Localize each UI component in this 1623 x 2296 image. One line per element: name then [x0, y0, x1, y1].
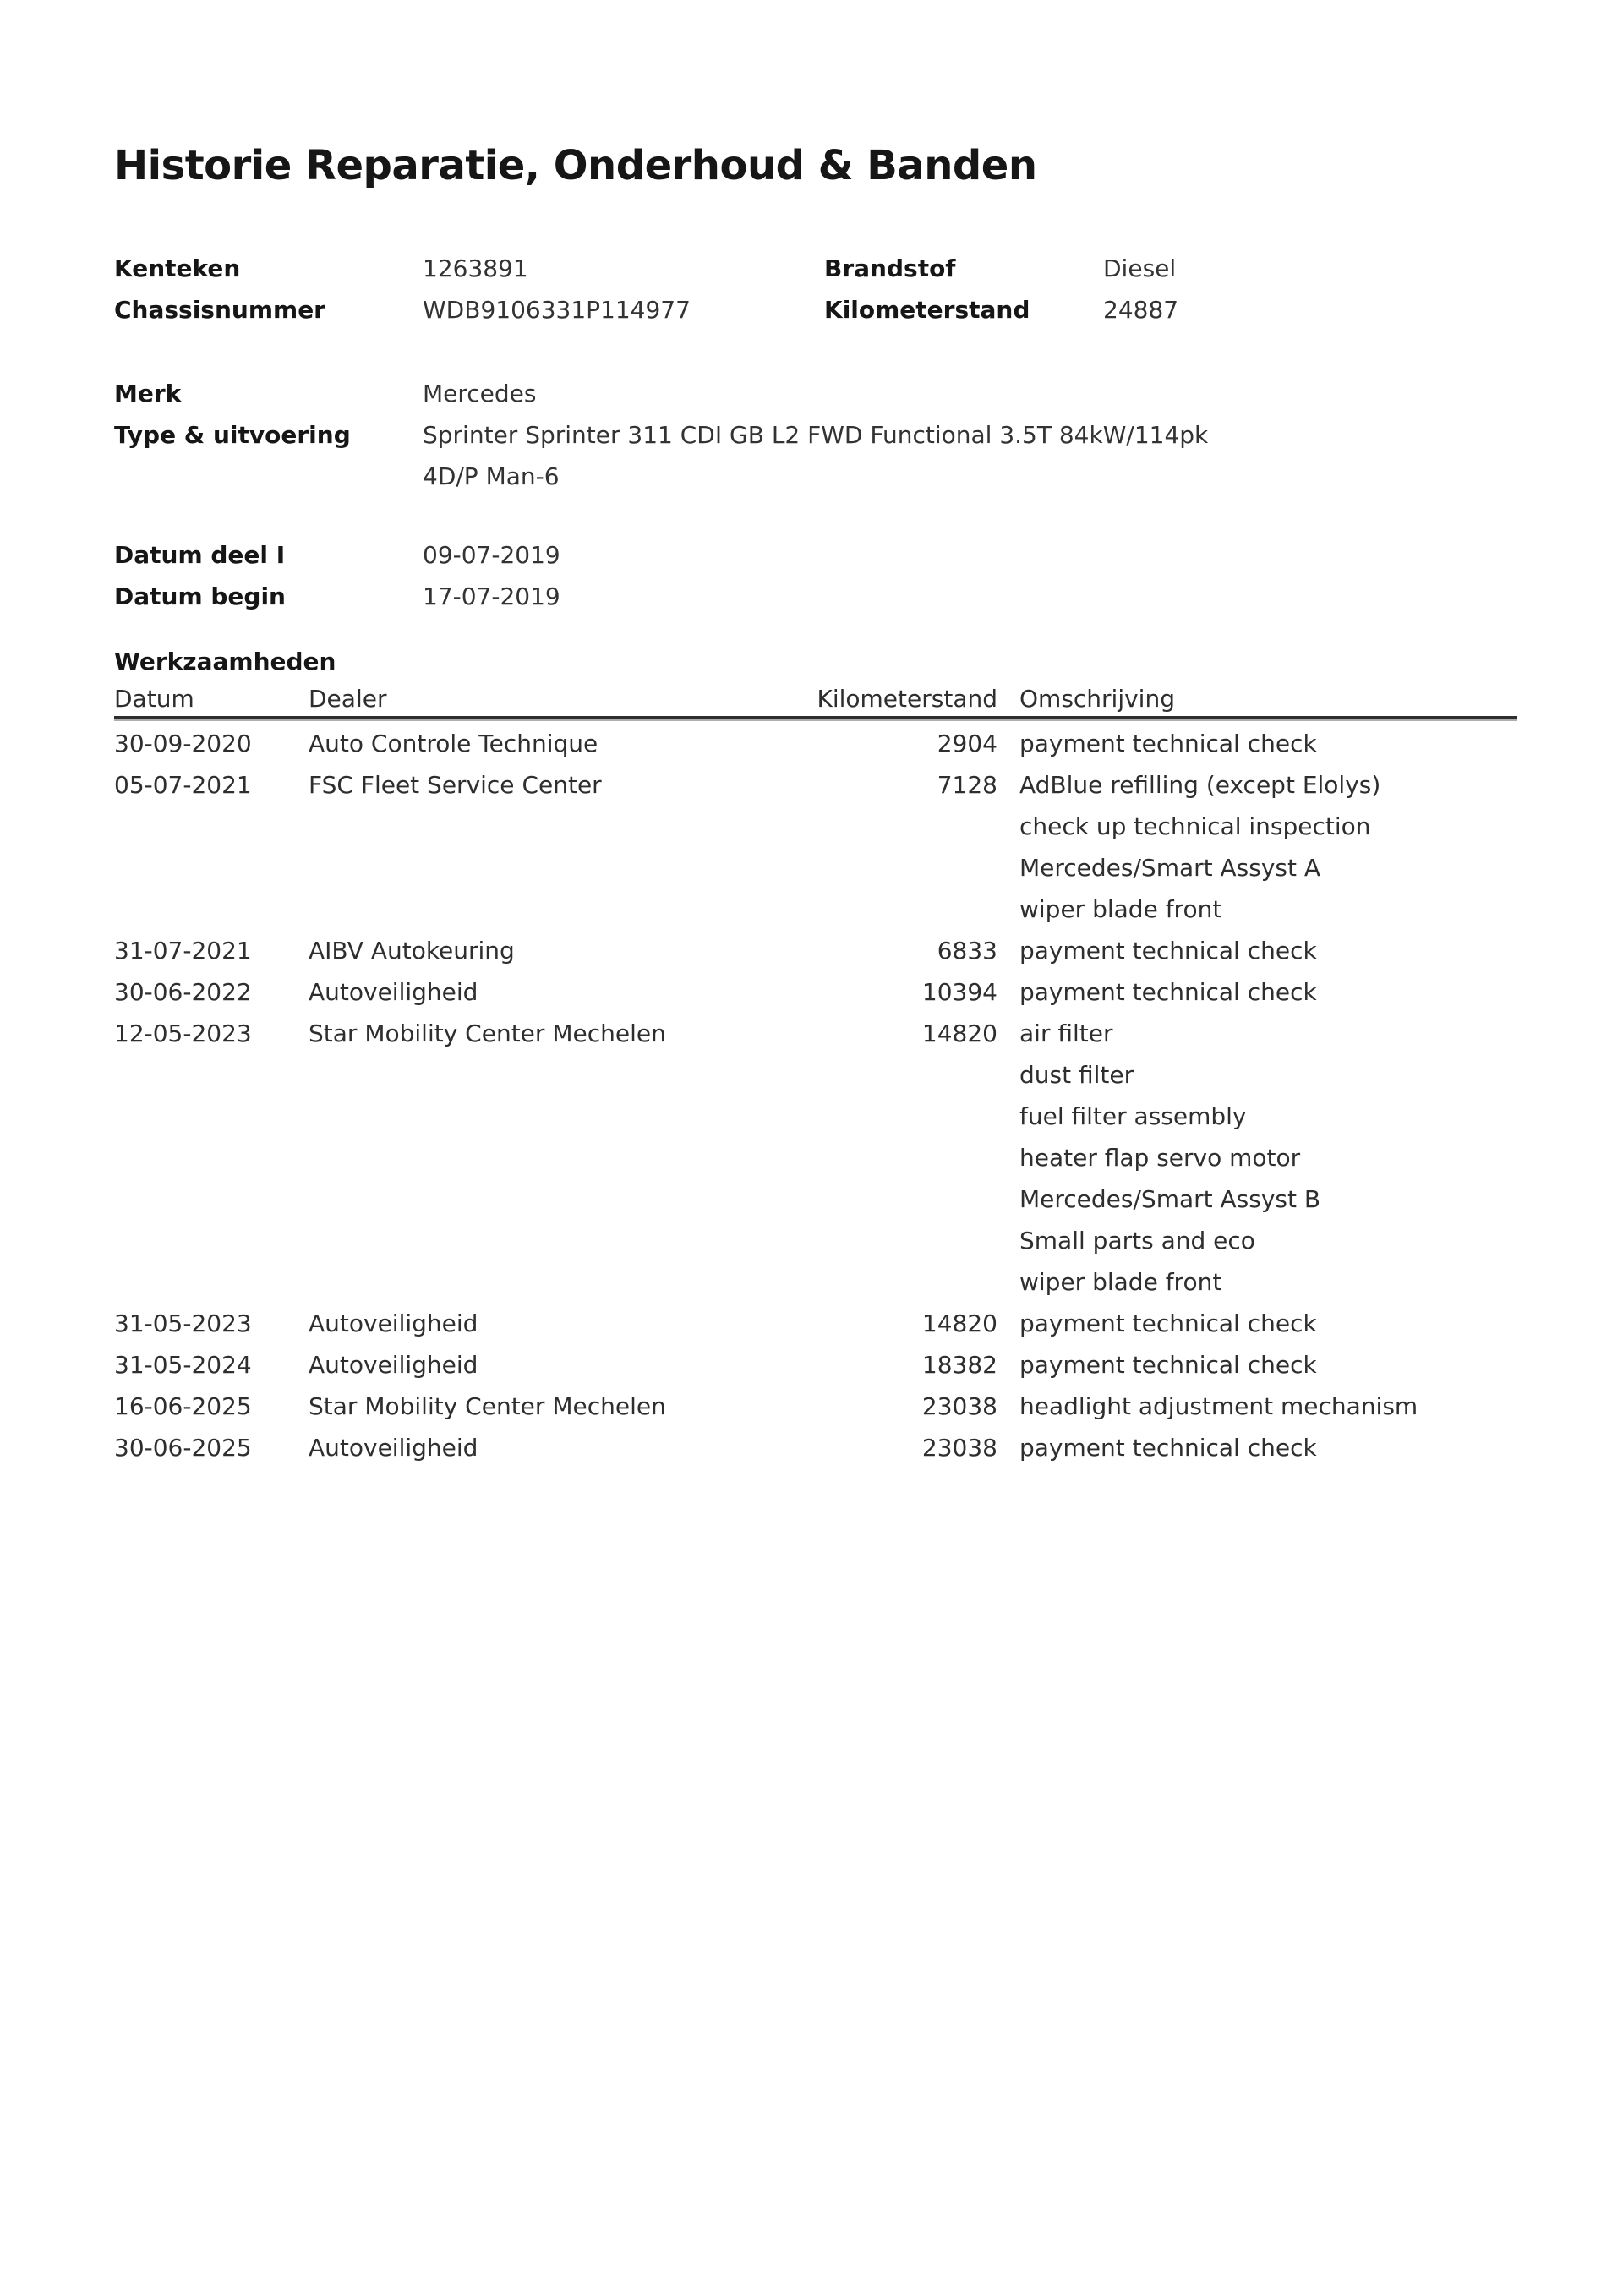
cell-kilometerstand: 2904 — [937, 730, 997, 757]
cell-datum: 31-05-2024 — [114, 1351, 252, 1379]
cell-datum: 31-05-2023 — [114, 1309, 252, 1337]
cell-omschrijving: headlight adjustment mechanism — [1019, 1392, 1418, 1420]
cell-kilometerstand — [807, 1096, 997, 1137]
cell-kilometerstand: 23038 — [921, 1392, 997, 1420]
cell-dealer — [309, 1137, 807, 1178]
cell-omschrijving: payment technical check — [1019, 1351, 1317, 1379]
kilometerstand-value: 24887 — [1103, 296, 1179, 324]
cell-dealer: Autoveiligheid — [309, 978, 478, 1006]
table-row-continuation — [114, 1220, 1517, 1261]
cell-datum: 12-05-2023 — [114, 1020, 252, 1047]
datum-begin-value: 17-07-2019 — [423, 582, 560, 610]
cell-kilometerstand: 6833 — [937, 937, 997, 965]
cell-omschrijving: Mercedes/Smart Assyst B — [1019, 1185, 1321, 1213]
cell-datum: 31-07-2021 — [114, 937, 252, 965]
cell-kilometerstand — [807, 1054, 997, 1096]
cell-dealer — [309, 806, 807, 847]
cell-datum: 30-09-2020 — [114, 730, 252, 757]
cell-kilometerstand: 23038 — [921, 1434, 997, 1462]
werkzaamheden-heading: Werkzaamheden — [114, 648, 336, 675]
table-header-row — [114, 682, 1517, 719]
cell-kilometerstand: 14820 — [921, 1309, 997, 1337]
merk-value: Mercedes — [423, 380, 537, 407]
cell-omschrijving: payment technical check — [1019, 1434, 1317, 1462]
cell-datum — [114, 1137, 309, 1178]
cell-dealer — [309, 1261, 807, 1303]
datum-deel-i-label: Datum deel I — [114, 541, 286, 569]
cell-dealer: Star Mobility Center Mechelen — [309, 1020, 666, 1047]
cell-kilometerstand: 7128 — [937, 771, 997, 799]
cell-omschrijving: heater flap servo motor — [1019, 1144, 1301, 1172]
cell-dealer — [309, 1220, 807, 1261]
cell-kilometerstand: 14820 — [921, 1020, 997, 1047]
cell-datum — [114, 806, 309, 847]
column-header-datum: Datum — [114, 685, 194, 713]
cell-dealer — [309, 888, 807, 930]
type-uitvoering-label: Type & uitvoering — [114, 421, 351, 449]
cell-datum: 30-06-2025 — [114, 1434, 252, 1462]
kenteken-value: 1263891 — [423, 254, 528, 282]
cell-dealer — [309, 1054, 807, 1096]
cell-omschrijving: Mercedes/Smart Assyst A — [1019, 854, 1321, 882]
cell-omschrijving: wiper blade front — [1019, 1268, 1222, 1296]
cell-datum: 05-07-2021 — [114, 771, 252, 799]
table-row-continuation — [114, 888, 1517, 930]
cell-omschrijving: payment technical check — [1019, 730, 1317, 757]
cell-datum — [114, 1178, 309, 1220]
table-row — [114, 764, 1517, 806]
cell-datum — [114, 1261, 309, 1303]
cell-dealer: FSC Fleet Service Center — [309, 771, 602, 799]
chassisnummer-label: Chassisnummer — [114, 296, 325, 324]
brandstof-value: Diesel — [1103, 254, 1177, 282]
cell-datum — [114, 1096, 309, 1137]
kilometerstand-label: Kilometerstand — [824, 296, 1030, 324]
cell-datum — [114, 888, 309, 930]
table-row — [114, 971, 1517, 1013]
cell-dealer: Auto Controle Technique — [309, 730, 598, 757]
cell-omschrijving: fuel filter assembly — [1019, 1102, 1247, 1130]
cell-dealer: AIBV Autokeuring — [309, 937, 515, 965]
column-header-dealer: Dealer — [309, 685, 387, 713]
cell-omschrijving: payment technical check — [1019, 1309, 1317, 1337]
page-title: Historie Reparatie, Onderhoud & Banden — [114, 142, 1037, 189]
table-row-continuation — [114, 1261, 1517, 1303]
vehicle-summary-block — [114, 248, 1517, 331]
cell-datum: 16-06-2025 — [114, 1392, 252, 1420]
cell-kilometerstand — [807, 1178, 997, 1220]
cell-omschrijving: check up technical inspection — [1019, 812, 1371, 840]
cell-datum — [114, 1220, 309, 1261]
cell-kilometerstand — [807, 847, 997, 888]
table-row — [114, 723, 1517, 764]
cell-kilometerstand — [807, 1137, 997, 1178]
table-row — [114, 1344, 1517, 1386]
cell-omschrijving: dust filter — [1019, 1061, 1134, 1089]
cell-dealer — [309, 847, 807, 888]
vehicle-type-block — [114, 373, 1517, 497]
table-row — [114, 1427, 1517, 1468]
cell-kilometerstand: 18382 — [921, 1351, 997, 1379]
table-row-continuation — [114, 1096, 1517, 1137]
table-row — [114, 1386, 1517, 1427]
table-row-continuation — [114, 806, 1517, 847]
chassisnummer-value: WDB9106331P114977 — [423, 296, 691, 324]
table-row-continuation — [114, 1178, 1517, 1220]
cell-datum: 30-06-2022 — [114, 978, 252, 1006]
cell-omschrijving: payment technical check — [1019, 978, 1317, 1006]
table-row — [114, 930, 1517, 971]
column-header-omschrijving: Omschrijving — [1019, 685, 1175, 713]
table-row — [114, 1013, 1517, 1054]
table-row-continuation — [114, 1137, 1517, 1178]
document-content — [114, 142, 1517, 1468]
cell-kilometerstand — [807, 888, 997, 930]
cell-dealer: Autoveiligheid — [309, 1351, 478, 1379]
cell-dealer: Autoveiligheid — [309, 1434, 478, 1462]
cell-omschrijving: wiper blade front — [1019, 895, 1222, 923]
datum-deel-i-value: 09-07-2019 — [423, 541, 560, 569]
cell-kilometerstand — [807, 1261, 997, 1303]
cell-omschrijving: Small parts and eco — [1019, 1227, 1255, 1255]
brandstof-label: Brandstof — [824, 254, 956, 282]
type-uitvoering-value: Sprinter Sprinter 311 CDI GB L2 FWD Functional 3.5T 84kW/114pk 4D/P Man-6 — [423, 421, 1209, 490]
werkzaamheden-table — [114, 682, 1517, 1468]
cell-dealer: Autoveiligheid — [309, 1309, 478, 1337]
table-row — [114, 1303, 1517, 1344]
cell-dealer — [309, 1096, 807, 1137]
cell-kilometerstand — [807, 1220, 997, 1261]
cell-kilometerstand: 10394 — [921, 978, 997, 1006]
kenteken-label: Kenteken — [114, 254, 241, 282]
cell-dealer: Star Mobility Center Mechelen — [309, 1392, 666, 1420]
cell-omschrijving: payment technical check — [1019, 937, 1317, 965]
merk-label: Merk — [114, 380, 182, 407]
dates-block — [114, 534, 1517, 617]
datum-begin-label: Datum begin — [114, 582, 286, 610]
cell-omschrijving: AdBlue refilling (except Elolys) — [1019, 771, 1381, 799]
cell-dealer — [309, 1178, 807, 1220]
werkzaamheden-table-body — [114, 723, 1517, 1468]
table-row-continuation — [114, 847, 1517, 888]
cell-datum — [114, 847, 309, 888]
table-row-continuation — [114, 1054, 1517, 1096]
cell-omschrijving: air filter — [1019, 1020, 1113, 1047]
cell-datum — [114, 1054, 309, 1096]
column-header-kilometerstand: Kilometerstand — [817, 685, 997, 713]
cell-kilometerstand — [807, 806, 997, 847]
